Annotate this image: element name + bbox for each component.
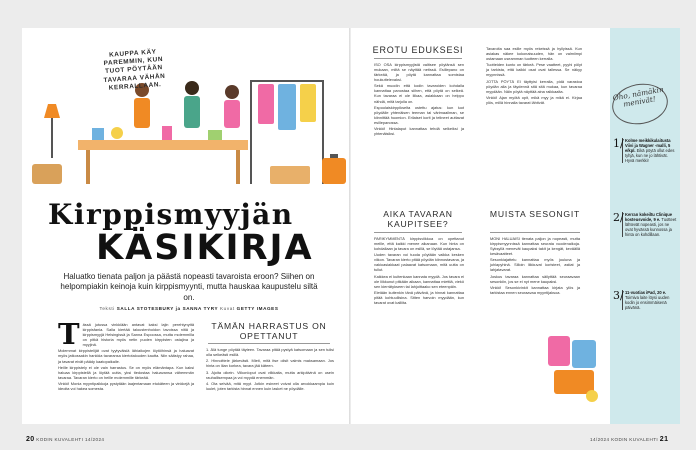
intro-paragraph: Vinkki! Monia myyntipaikkoja pystytään laajentamaan etukäteen ja vinkkejä ja ideoita voi hakea somesta.: [58, 381, 194, 392]
sidebar-title: Oho, nämäkin menivät!: [612, 84, 665, 110]
lede: Haluatko tienata paljon ja päästä nopeasti tavaroista eroon? Siihen on helpompiakin keinoja kuin kirppismyynti, mutta hauskaa kaupustelu siltä on.: [60, 272, 318, 302]
table-illustration: [78, 140, 248, 150]
sidebar-item-text: Eikä pöytä ollut edes tyhjä, kun ne jo lähtivät. Hyvä merkki!: [625, 148, 675, 164]
aika-paragraph: Uuden tavaran voi tuoda pöytään vaikka kesken viikon. Tavaran kierto pitää pöydän kiinnostavana, ja vakioasiakkaat palaavat katsomaan, mitä uutta on tullut.: [374, 252, 464, 273]
muista-paragraph: Sesonkiajattelu kannattaa myös jouluna ja juhlapyhinä. Silloin liikkuvat koristeet, astiat ja lahjatavarat.: [490, 257, 580, 273]
muista-paragraph: Joskus tavaraa kannattaa säilyttää seuraavaan sesonkiin, jos se ei nyt mene kaupaksi.: [490, 273, 580, 284]
credits-photo-source: GETTY IMAGES: [236, 306, 279, 311]
clothes-illustration: [540, 330, 610, 410]
muista-paragraph: MONI HALUAISI tienata paljon ja nopeasti, mutta kirppismyynnissä kannattaa seurata vuodenaikoja. Syksyllä menevät kaupaksi takit ja kengät, keväällä kesävaatteet.: [490, 236, 580, 257]
page-number-right: 21: [659, 436, 669, 443]
harrastus-title: TÄMÄN HARRASTUS ON OPETTANUT: [211, 321, 327, 341]
sidebar-item-number: 1/: [613, 137, 624, 150]
flea-market-illustration: [22, 28, 350, 208]
title-main: KÄSIKIRJA: [96, 228, 314, 268]
credits: [54, 306, 324, 311]
credits-text-label: Teksti: [99, 306, 115, 311]
page-number-left: 20: [26, 436, 35, 443]
aika-paragraph: Kaikkea ei kuitenkaan kannata myydä. Jos tavara ei ole liikkunut pitkään aikaan, kannattaa miettiä, viekö sen kierrätykseen tai lahjoittaako sen eteenpäin.: [374, 273, 464, 289]
middle-paragraph: JOTTA PÖYTÄ EI täyttyisi kerralla, pidä varastoa pöydän alla ja täydennä sitä sitä mukaa, kun tavaraa myydään. Näin pöytä näyttää aina raikkaalta.: [486, 78, 582, 94]
erotu-paragraph: Espoolaiskirppikselta ostettu ajatus: kun luot pöydälle yhtenäisen teeman tai värimaailman, se kiinnittää huomion. Erilaiset korit ja telineet auttavat esillepanossa.: [374, 104, 464, 125]
sidebar-item-title: Kerran kokeiltu Clinique kosteusvoide, 9 e.: [625, 212, 673, 223]
intro-paragraph: ässä jutussa vinkkiään antavat kaksi lajin perehtynyttä kirppisfania. Salla kiertää taloustenhoidon tavoissa niitä ja kirppismyyjä Helsingissä ja Sanna Espoossa, mutta molemmilla on pitkä historia myös netin puolen kirppisten ostajina ja myyjinä.: [82, 322, 194, 348]
middle-paragraph: Tuotteiden kunto on tärkeä. Pese vaatteet, pyyhi pölyt ja tarkista, että kaikki osat ovat tallessa. Se näkyy myynnissä.: [486, 62, 582, 78]
sidebar-item-title: Kolme meikkikulaitusta Viivi ja Wagner -malli, 5 e/kpl.: [625, 138, 671, 154]
credits-text-authors: SALLA STOTESBURY ja SANNA TYRY: [116, 306, 219, 311]
erotu-title: EROTU EDUKSESI: [372, 45, 464, 55]
muista-paragraph: Vinkki! Sesonkivinkit kannattaa kirjata ylös ja tarkistaa ennen seuraavaa myyntijaksoa.: [490, 284, 580, 296]
divider: [490, 232, 580, 233]
kicker-text: KAUPPA KÄY PAREMMIN, KUN TUOT PÖYTÄÄN TAVARAA VÄHÄN KERRALLAAN.: [103, 48, 166, 92]
divider: [374, 58, 462, 59]
erotu-paragraph: ISO OSA kirppismyyjistä valitsee pöytänsä sen mukaan, miltä se näyttää netissä. Esillepano on tärkeää, ja pöytä kannattaa somistaa houkuttelevaksi.: [374, 62, 464, 83]
dropcap: T: [58, 317, 80, 351]
folio-left-text: KODIN KUVALEHTI 14/2024: [36, 437, 105, 442]
muista-title: MUISTA SESONGIT: [489, 209, 581, 219]
aika-title: AIKA TAVARAN KAUPITSEE?: [383, 209, 453, 229]
erotu-paragraph: Vinkki! Hintalaput kannattaa tehdä selkeiksi ja yhtenäisiksi.: [374, 126, 464, 137]
erotu-paragraph: Sekä muodin että kodin tavaroiden kohdalla kannattaa panostaa siihen, että pöytä on selkeä. Kun tavaraa ei ole liikaa, asiakkaan on helppo nähdä, mitä tarjolla on.: [374, 83, 464, 104]
intro-paragraph: Molemmat kirppistelijät ovat tyytyväisiä lähiaikojen löytöihinsä ja haluavat myös jatkossakin hankkia tavaransa kiertotalouden kautta. Niin säästyy rahaa, ja tavarat eivät päädy kaatopaikalle.: [58, 348, 194, 364]
harrastus-column: [206, 347, 334, 392]
erotu-column: [374, 62, 464, 137]
sidebar-item: [613, 212, 677, 237]
title-script: Kirppismyyjän: [48, 198, 294, 231]
sidebar-item: [613, 290, 677, 310]
harrastus-item: 3. Ajoita oikein. Viikonloput ovat vilkkaita, mutta arkipäivinä on usein rauhallisempaa ja voi myydä enemmän.: [206, 369, 334, 380]
aika-column: [374, 236, 464, 306]
harrastus-item: 1. Älä tunge pöytää täyteen. Tavaraa pitää pystyä katsomaan ja sen tulisi olla selkeästi esillä.: [206, 347, 334, 358]
harrastus-item: 2. Hinnoittele järkevästi. Mieti, mitä itse olisit valmis maksamaan. Jos hinta on liian korkea, tavara jää käteen.: [206, 358, 334, 369]
middle-paragraph: Tavaroita saa esille myös rekeissä ja hyllyissä. Kun asiakas näkee kokonaisuuden, hän on valmiimpi ostamaan useamman tuotteen kerralla.: [486, 46, 582, 62]
middle-paragraph: Vinkki! Ajan myötä opit, mikä myy ja mikä ei. Kirjaa ylös, millä hinnalla tavarat lähtivät.: [486, 94, 582, 106]
divider: [374, 232, 462, 233]
sidebar-item: [613, 138, 677, 163]
muista-column: [490, 236, 580, 296]
folio-right: [590, 436, 668, 443]
intro-paragraph: Heille kirppistely ei ole vain harrastus. Se on myös elämäntapa. Kun kaksi haluaa kirppistellä ja löytää uutta, yksi tiedostaa haluavansa vähemmän tavaraa. Tavaran kierto on heille molemmille tärkeää.: [58, 364, 194, 380]
folio-right-text: 14/2024 KODIN KUVALEHTI: [590, 437, 659, 442]
sidebar-item-number: 2/: [613, 211, 624, 224]
intro-column: [58, 317, 194, 392]
sidebar-item-title: 11-vuotias iPad, 20 e.: [625, 290, 667, 295]
divider: [208, 343, 330, 344]
sidebar-item-text: Toimiva laite löysi uuden kodin jo ensimmäisenä päivänä.: [625, 295, 670, 311]
middle-right-column: [486, 46, 582, 106]
harrastus-item: 4. Ota selvää, mitä myyt. Jotkin esineet voivat olla arvokkaampia kuin luulet, joten tarkista hinnat ennen kuin lasket ne pöydälle.: [206, 380, 334, 391]
folio-left: [26, 436, 104, 443]
sidebar-item-text: Tuotteet lähtevät nopeasti, jos ne ovat hyvässä kunnossa ja hinta on kohdillaan.: [625, 217, 677, 238]
aika-paragraph: PARIKYMMENTÄ kirppisviikkoa on opettanut meille, että kaikki menee aikanaan. Kun hinta on kohdallaan ja tavara on esillä, se löytää ostajansa.: [374, 236, 464, 252]
sidebar-item-number: 3/: [613, 289, 624, 302]
credits-photo-label: Kuvat: [220, 306, 235, 311]
aika-paragraph: Eletään kuitenkin tänä päivänä, ja hinnat kannattaa pitää kohtuullisina. Sitten harvoin myydään, kun tavarat ovat kalliita.: [374, 290, 464, 306]
